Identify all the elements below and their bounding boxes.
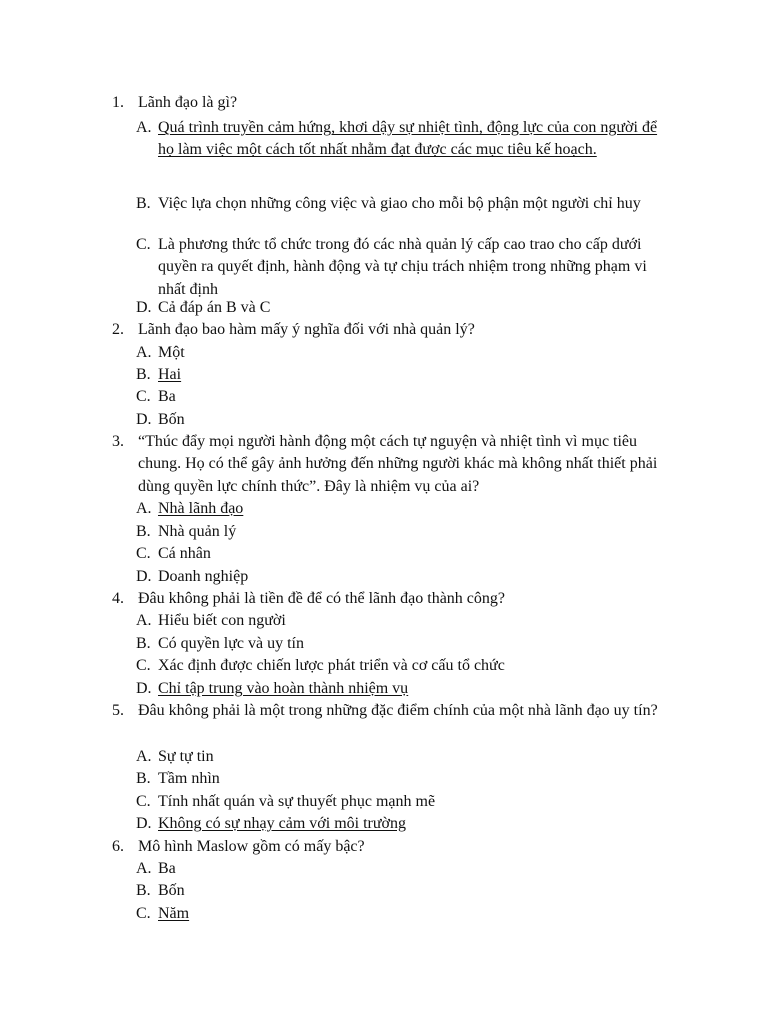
option-letter: B. <box>136 635 151 652</box>
option-letter: C. <box>136 388 151 405</box>
option-letter: D. <box>136 299 152 316</box>
option-text-correct: Không có sự nhạy cảm với môi trường <box>158 815 407 832</box>
option-letter: D. <box>136 815 152 832</box>
option-text: Sự tự tin <box>158 748 214 765</box>
option-text-correct: Năm <box>158 905 190 922</box>
option-text: Cá nhân <box>158 545 211 562</box>
option-letter: C. <box>136 545 151 562</box>
option-text: Tầm nhìn <box>158 770 220 787</box>
question-5-option-c <box>136 791 676 813</box>
option-text-correct: Chỉ tập trung vào hoàn thành nhiệm vụ <box>158 680 409 697</box>
question-5-option-b <box>136 768 676 790</box>
question-1 <box>112 92 682 114</box>
question-text: Mô hình Maslow gồm có mấy bậc? <box>138 838 365 855</box>
option-text: Ba <box>158 388 176 405</box>
question-2-option-d <box>136 409 676 431</box>
option-text: Việc lựa chọn những công việc và giao cho mỗi bộ phận một người chỉ huy <box>158 195 641 212</box>
option-text: Một <box>158 344 185 361</box>
question-3-option-c <box>136 543 676 565</box>
question-4-option-a <box>136 610 676 632</box>
option-text-correct: Nhà lãnh đạo <box>158 500 244 517</box>
option-letter: B. <box>136 770 151 787</box>
option-letter: C. <box>136 793 151 810</box>
question-6-option-c <box>136 903 676 925</box>
option-text: Xác định được chiến lược phát triển và cơ cấu tổ chức <box>158 657 505 674</box>
option-letter: A. <box>136 344 152 361</box>
question-text: Lãnh đạo bao hàm mấy ý nghĩa đối với nhà quản lý? <box>138 321 475 338</box>
option-letter: A. <box>136 119 152 136</box>
question-number: 1. <box>112 94 124 111</box>
option-letter: C. <box>136 905 151 922</box>
question-2-option-c <box>136 386 676 408</box>
question-text: “Thúc đẩy mọi người hành động một cách tự nguyện và nhiệt tình vì mục tiêu chung. Họ có thể gây ảnh hưởng đến những người khác mà không nhất thiết phải dùng quyền lực chính thức”. Đây là nhiệm vụ của ai? <box>138 433 658 495</box>
question-6-option-a <box>136 858 676 880</box>
option-letter: A. <box>136 860 152 877</box>
option-text: Hiểu biết con người <box>158 612 286 629</box>
option-letter: A. <box>136 612 152 629</box>
question-text: Đâu không phải là tiền đề để có thể lãnh đạo thành công? <box>138 590 505 607</box>
option-text: Cả đáp án B và C <box>158 299 271 316</box>
question-number: 5. <box>112 702 124 719</box>
question-4-option-b <box>136 633 676 655</box>
option-text-correct: Hai <box>158 366 182 383</box>
option-letter: D. <box>136 680 152 697</box>
question-5-option-d <box>136 813 676 835</box>
option-text: Nhà quản lý <box>158 523 237 540</box>
question-1-option-c <box>136 234 676 301</box>
question-2 <box>112 319 682 341</box>
question-text: Đâu không phải là một trong những đặc điểm chính của một nhà lãnh đạo uy tín? <box>138 702 658 719</box>
option-letter: B. <box>136 882 151 899</box>
question-3-option-a <box>136 498 676 520</box>
question-number: 4. <box>112 590 124 607</box>
question-6 <box>112 836 682 858</box>
option-text-correct: Quá trình truyền cảm hứng, khơi dậy sự nhiệt tình, động lực của con người để họ làm việc một cách tốt nhất nhằm đạt được các mục tiêu kế hoạch. <box>158 119 658 159</box>
question-1-option-d <box>136 297 676 319</box>
option-text: Ba <box>158 860 176 877</box>
question-2-option-a <box>136 342 676 364</box>
option-letter: A. <box>136 748 152 765</box>
question-1-option-b <box>136 193 676 215</box>
question-6-option-b <box>136 880 676 902</box>
option-text: Doanh nghiệp <box>158 568 249 585</box>
question-5-option-a <box>136 746 676 768</box>
question-5 <box>112 700 682 722</box>
option-text: Tính nhất quán và sự thuyết phục mạnh mẽ <box>158 793 436 810</box>
question-4-option-c <box>136 655 676 677</box>
question-4 <box>112 588 682 610</box>
option-letter: A. <box>136 500 152 517</box>
question-1-option-a <box>136 117 676 162</box>
option-letter: C. <box>136 657 151 674</box>
option-letter: B. <box>136 195 151 212</box>
question-number: 6. <box>112 838 124 855</box>
option-letter: C. <box>136 236 151 253</box>
question-number: 3. <box>112 433 124 450</box>
question-3-option-d <box>136 566 676 588</box>
option-text: Bốn <box>158 882 185 899</box>
option-letter: D. <box>136 411 152 428</box>
option-letter: B. <box>136 523 151 540</box>
option-letter: D. <box>136 568 152 585</box>
question-2-option-b <box>136 364 676 386</box>
question-4-option-d <box>136 678 676 700</box>
question-3 <box>112 431 682 498</box>
question-text: Lãnh đạo là gì? <box>138 94 238 111</box>
option-text: Có quyền lực và uy tín <box>158 635 304 652</box>
option-letter: B. <box>136 366 151 383</box>
option-text: Bốn <box>158 411 185 428</box>
option-text: Là phương thức tổ chức trong đó các nhà quản lý cấp cao trao cho cấp dưới quyền ra quyết định, hành động và tự chịu trách nhiệm trong những phạm vi nhất định <box>158 236 647 298</box>
question-number: 2. <box>112 321 124 338</box>
question-3-option-b <box>136 521 676 543</box>
